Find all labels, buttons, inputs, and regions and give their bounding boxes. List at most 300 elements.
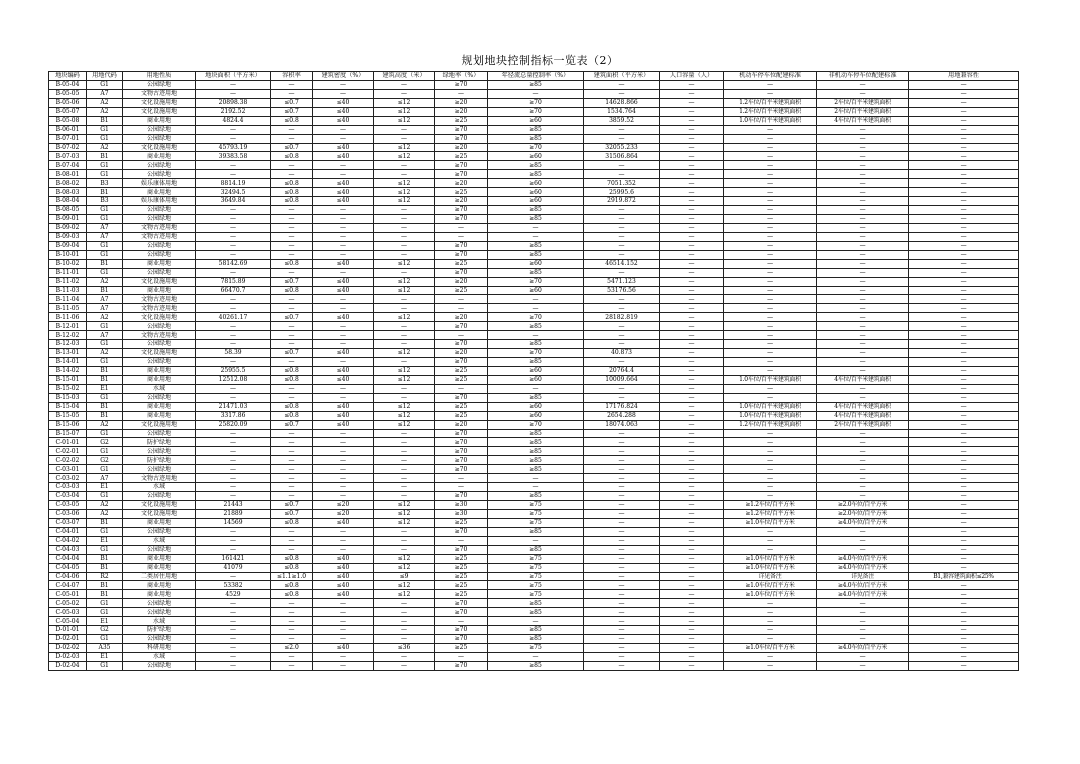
table-cell: ≤0.7 [271,509,313,518]
table-cell: ≥25 [435,554,488,563]
table-cell: — [374,438,435,447]
table-cell: — [660,358,724,367]
table-cell: — [724,241,817,250]
table-cell: 2车位/百平米建筑面积 [817,107,909,116]
table-cell: — [909,340,1019,349]
table-cell: 商业用地 [123,411,196,420]
table-cell: — [724,599,817,608]
table-cell: — [909,215,1019,224]
document-title: 规划地块控制指标一览表（2） [461,54,619,67]
table-cell: — [584,161,660,170]
table-row [49,206,1019,215]
table-cell: — [660,322,724,331]
table-cell: — [584,501,660,510]
table-cell: — [909,411,1019,420]
table-cell: A2 [87,277,123,286]
table-cell: ≤2.0 [271,644,313,653]
table-cell: — [724,295,817,304]
table-cell: B-15-04 [49,402,87,411]
table-cell: — [488,536,584,545]
table-cell: B-08-03 [49,188,87,197]
table-cell: 1.0车位/百平米建筑面积 [724,116,817,125]
table-cell: — [196,456,271,465]
table-cell: ≥25 [435,116,488,125]
table-cell: — [374,536,435,545]
table-row [49,161,1019,170]
table-cell: ≥85 [488,438,584,447]
table-cell: — [909,223,1019,232]
table-cell: — [660,268,724,277]
table-cell: 2车位/百平米建筑面积 [817,420,909,429]
table-row [49,581,1019,590]
table-cell: — [584,322,660,331]
table-cell: ≥75 [488,644,584,653]
table-cell: ≥70 [488,107,584,116]
table-cell: — [660,295,724,304]
table-cell: — [660,161,724,170]
table-cell: — [271,125,313,134]
table-cell: — [271,492,313,501]
table-cell: 5471.123 [584,277,660,286]
table-cell: — [584,331,660,340]
table-cell: — [724,492,817,501]
table-cell: 10009.664 [584,375,660,384]
table-cell: 水域 [123,384,196,393]
table-cell: 14628.866 [584,98,660,107]
table-cell: — [313,384,374,393]
table-cell: — [817,474,909,483]
table-row [49,170,1019,179]
table-cell: — [488,652,584,661]
table-cell: B-09-01 [49,215,87,224]
table-cell: ≤0.8 [271,366,313,375]
table-cell: ≥75 [488,590,584,599]
table-cell: — [196,215,271,224]
column-header: 地块编码 [49,72,87,81]
table-cell: — [909,420,1019,429]
table-cell: 公园绿地 [123,268,196,277]
table-cell: ≥60 [488,152,584,161]
table-cell: — [196,429,271,438]
table-cell: 1.0车位/百平米建筑面积 [724,375,817,384]
table-cell: ≤0.7 [271,501,313,510]
table-cell: — [909,652,1019,661]
table-cell: — [909,268,1019,277]
table-cell: ≤12 [374,179,435,188]
table-cell: — [435,384,488,393]
table-cell: C-03-07 [49,518,87,527]
table-cell: ≤12 [374,107,435,116]
table-cell: — [435,483,488,492]
table-cell: — [313,215,374,224]
table-row [49,465,1019,474]
table-cell: 1.0车位/百平米建筑面积 [724,402,817,411]
table-cell: — [584,590,660,599]
table-cell: C-04-03 [49,545,87,554]
table-cell: 41079 [196,563,271,572]
table-cell: — [584,358,660,367]
table-cell: — [660,107,724,116]
table-cell: B1 [87,152,123,161]
table-cell: B-13-01 [49,349,87,358]
table-cell: — [724,438,817,447]
table-cell: — [374,635,435,644]
table-cell: — [435,474,488,483]
table-cell: ≤12 [374,152,435,161]
table-cell: B1 [87,563,123,572]
table-cell: 公园绿地 [123,447,196,456]
table-cell: ≥25 [435,286,488,295]
table-cell: — [724,80,817,89]
table-cell: — [196,626,271,635]
table-cell: 二类居住用地 [123,572,196,581]
table-cell: — [313,322,374,331]
table-cell: — [435,652,488,661]
table-cell: ≥85 [488,340,584,349]
table-cell: — [313,170,374,179]
table-cell: D-01-01 [49,626,87,635]
table-cell: 20898.38 [196,98,271,107]
table-cell: — [660,80,724,89]
table-cell: E1 [87,536,123,545]
table-cell: — [817,652,909,661]
table-cell: ≤0.7 [271,107,313,116]
table-cell: 公园绿地 [123,527,196,536]
table-cell: 科研用地 [123,644,196,653]
table-cell: A2 [87,107,123,116]
table-cell: ≥85 [488,358,584,367]
column-header: 容积率 [271,72,313,81]
table-cell: B-08-02 [49,179,87,188]
table-cell: B-11-01 [49,268,87,277]
table-cell: ≤0.8 [271,375,313,384]
table-cell: — [584,661,660,670]
table-cell: A2 [87,349,123,358]
table-cell: — [313,527,374,536]
table-cell: C-02-02 [49,456,87,465]
table-cell: — [817,197,909,206]
table-cell: B-15-03 [49,393,87,402]
table-cell: 40261.17 [196,313,271,322]
table-cell: ≥70 [435,134,488,143]
table-row [49,152,1019,161]
table-cell: — [196,358,271,367]
table-cell: B-09-04 [49,241,87,250]
table-cell: ≥85 [488,465,584,474]
table-cell: C-05-02 [49,599,87,608]
table-cell: 娱乐康体用地 [123,197,196,206]
table-cell: — [817,545,909,554]
table-cell: — [909,581,1019,590]
table-cell: 3649.84 [196,197,271,206]
table-cell: — [374,652,435,661]
table-cell: G1 [87,492,123,501]
table-cell: — [724,143,817,152]
table-cell: — [660,286,724,295]
table-cell: ≥70 [435,545,488,554]
table-cell: — [196,223,271,232]
table-cell: 58142.69 [196,259,271,268]
table-cell: 4车位/百平米建筑面积 [817,375,909,384]
table-cell: ≤0.8 [271,402,313,411]
table-cell: — [817,331,909,340]
table-cell: B-05-08 [49,116,87,125]
table-cell: — [909,501,1019,510]
table-cell: ≥70 [435,527,488,536]
table-cell: 4824.4 [196,116,271,125]
table-cell: — [909,170,1019,179]
table-cell: — [271,599,313,608]
table-cell: G1 [87,215,123,224]
table-row [49,393,1019,402]
table-cell: 7051.352 [584,179,660,188]
table-cell: — [584,215,660,224]
table-cell: ≥70 [488,277,584,286]
column-header: 建筑密度（%） [313,72,374,81]
table-cell: 商业用地 [123,259,196,268]
table-cell: ≤40 [313,366,374,375]
table-cell: ≥75 [488,581,584,590]
table-cell: ≥60 [488,179,584,188]
table-cell: ≥85 [488,241,584,250]
table-cell: — [435,331,488,340]
table-cell: — [817,599,909,608]
table-cell: — [724,286,817,295]
table-cell: — [660,617,724,626]
table-cell: — [909,206,1019,215]
table-cell: 公园绿地 [123,206,196,215]
table-cell: — [724,358,817,367]
table-cell: 14569 [196,518,271,527]
table-cell: 商业用地 [123,518,196,527]
table-cell: 公园绿地 [123,340,196,349]
table-cell: 1534.764 [584,107,660,116]
table-cell: — [817,322,909,331]
column-header: 建筑高度（米） [374,72,435,81]
table-cell: B-05-07 [49,107,87,116]
table-row [49,250,1019,259]
table-cell: ≤40 [313,143,374,152]
table-cell: — [313,340,374,349]
table-cell: — [660,197,724,206]
table-row [49,509,1019,518]
table-cell: G1 [87,170,123,179]
table-cell: E1 [87,617,123,626]
table-cell: — [584,492,660,501]
table-cell: B1 [87,402,123,411]
table-cell: 文物古迹用地 [123,474,196,483]
table-cell: — [724,125,817,134]
table-cell: ≥4.0车位/百平方米 [817,590,909,599]
table-cell: — [660,483,724,492]
table-cell: ≥75 [488,518,584,527]
table-cell: — [196,536,271,545]
table-row [49,563,1019,572]
table-cell: 公园绿地 [123,599,196,608]
table-cell: 公园绿地 [123,322,196,331]
column-header: 用地性质 [123,72,196,81]
table-cell: — [909,286,1019,295]
table-cell: ≥4.0车位/百平方米 [817,644,909,653]
table-cell: — [817,223,909,232]
table-cell: 水域 [123,483,196,492]
table-cell: — [374,80,435,89]
table-cell: 文物古迹用地 [123,232,196,241]
table-cell: — [374,89,435,98]
table-cell: ≥85 [488,393,584,402]
table-cell: ≥85 [488,545,584,554]
table-cell: 商业用地 [123,375,196,384]
table-cell: G2 [87,456,123,465]
table-cell: 21443 [196,501,271,510]
table-row [49,635,1019,644]
table-cell: — [374,456,435,465]
table-row [49,599,1019,608]
table-cell: — [374,384,435,393]
table-cell: C-04-06 [49,572,87,581]
table-cell: 公园绿地 [123,125,196,134]
table-row [49,474,1019,483]
table-cell: — [271,322,313,331]
table-cell: — [660,366,724,375]
table-cell: ≤12 [374,286,435,295]
table-cell: ≥60 [488,286,584,295]
table-cell: 防护绿地 [123,438,196,447]
table-cell: — [660,626,724,635]
table-cell: ≥60 [488,366,584,375]
table-cell: — [817,626,909,635]
table-cell: — [313,492,374,501]
table-cell: — [724,635,817,644]
table-cell: ≥30 [435,501,488,510]
table-cell: ≤12 [374,366,435,375]
table-cell: — [584,250,660,259]
table-cell: — [909,393,1019,402]
table-cell: ≥85 [488,134,584,143]
table-cell: — [909,313,1019,322]
column-header: 非机动车停车位配建标准 [817,72,909,81]
table-cell: — [196,661,271,670]
table-cell: G1 [87,161,123,170]
table-cell: — [660,143,724,152]
table-cell: 公园绿地 [123,215,196,224]
table-cell: B-05-06 [49,98,87,107]
table-cell: ≤0.8 [271,286,313,295]
table-cell: ≥60 [488,259,584,268]
table-cell: ≥85 [488,635,584,644]
table-cell: — [271,483,313,492]
table-cell: ≤12 [374,501,435,510]
table-cell: ≤12 [374,581,435,590]
table-cell: G1 [87,134,123,143]
table-cell: — [374,250,435,259]
table-cell: — [660,474,724,483]
table-cell: — [909,438,1019,447]
table-cell: — [313,608,374,617]
table-cell: C-02-01 [49,447,87,456]
table-cell: — [584,617,660,626]
table-cell: — [817,161,909,170]
table-cell: ≤0.8 [271,563,313,572]
table-cell: ≥70 [435,438,488,447]
table-cell: — [271,161,313,170]
table-cell: — [313,465,374,474]
table-cell: ≥25 [435,366,488,375]
table-cell: — [313,393,374,402]
table-cell: 商业用地 [123,563,196,572]
table-cell: — [817,635,909,644]
table-row [49,304,1019,313]
table-cell: — [660,527,724,536]
table-cell: ≤40 [313,98,374,107]
table-cell: — [271,223,313,232]
table-cell: — [271,80,313,89]
table-cell: ≤9 [374,572,435,581]
table-cell: — [313,206,374,215]
table-cell: — [724,608,817,617]
table-cell: — [724,268,817,277]
table-cell: ≥75 [488,554,584,563]
table-cell: — [909,483,1019,492]
table-row [49,277,1019,286]
table-cell: 商业用地 [123,188,196,197]
table-cell: — [909,295,1019,304]
table-cell: ≤40 [313,349,374,358]
table-cell: ≥70 [488,98,584,107]
table-cell: 商业用地 [123,402,196,411]
table-row [49,608,1019,617]
table-cell: — [724,384,817,393]
table-cell: — [196,134,271,143]
table-cell: — [271,393,313,402]
table-row [49,313,1019,322]
table-cell: — [584,465,660,474]
table-cell: — [271,170,313,179]
table-cell: D-02-04 [49,661,87,670]
table-row [49,545,1019,554]
table-cell: — [196,232,271,241]
table-cell: 公园绿地 [123,545,196,554]
table-cell: — [660,125,724,134]
table-cell: — [488,474,584,483]
table-cell: 3859.52 [584,116,660,125]
table-cell: ≤12 [374,402,435,411]
table-cell: — [660,554,724,563]
table-cell: ≤12 [374,188,435,197]
table-cell: — [660,429,724,438]
table-cell: G1 [87,393,123,402]
table-cell: ≥70 [488,420,584,429]
table-cell: B-10-01 [49,250,87,259]
table-cell: — [817,241,909,250]
table-row [49,384,1019,393]
table-row [49,366,1019,375]
table-cell: — [374,483,435,492]
table-cell: — [909,492,1019,501]
table-cell: — [724,206,817,215]
table-cell: — [584,393,660,402]
table-cell: — [584,545,660,554]
table-cell: ≥60 [488,375,584,384]
table-cell: — [909,608,1019,617]
table-cell: — [660,402,724,411]
table-cell: 4529 [196,590,271,599]
table-cell: — [724,232,817,241]
table-row [49,492,1019,501]
table-cell: — [660,152,724,161]
table-cell: — [435,232,488,241]
table-cell: C-04-02 [49,536,87,545]
